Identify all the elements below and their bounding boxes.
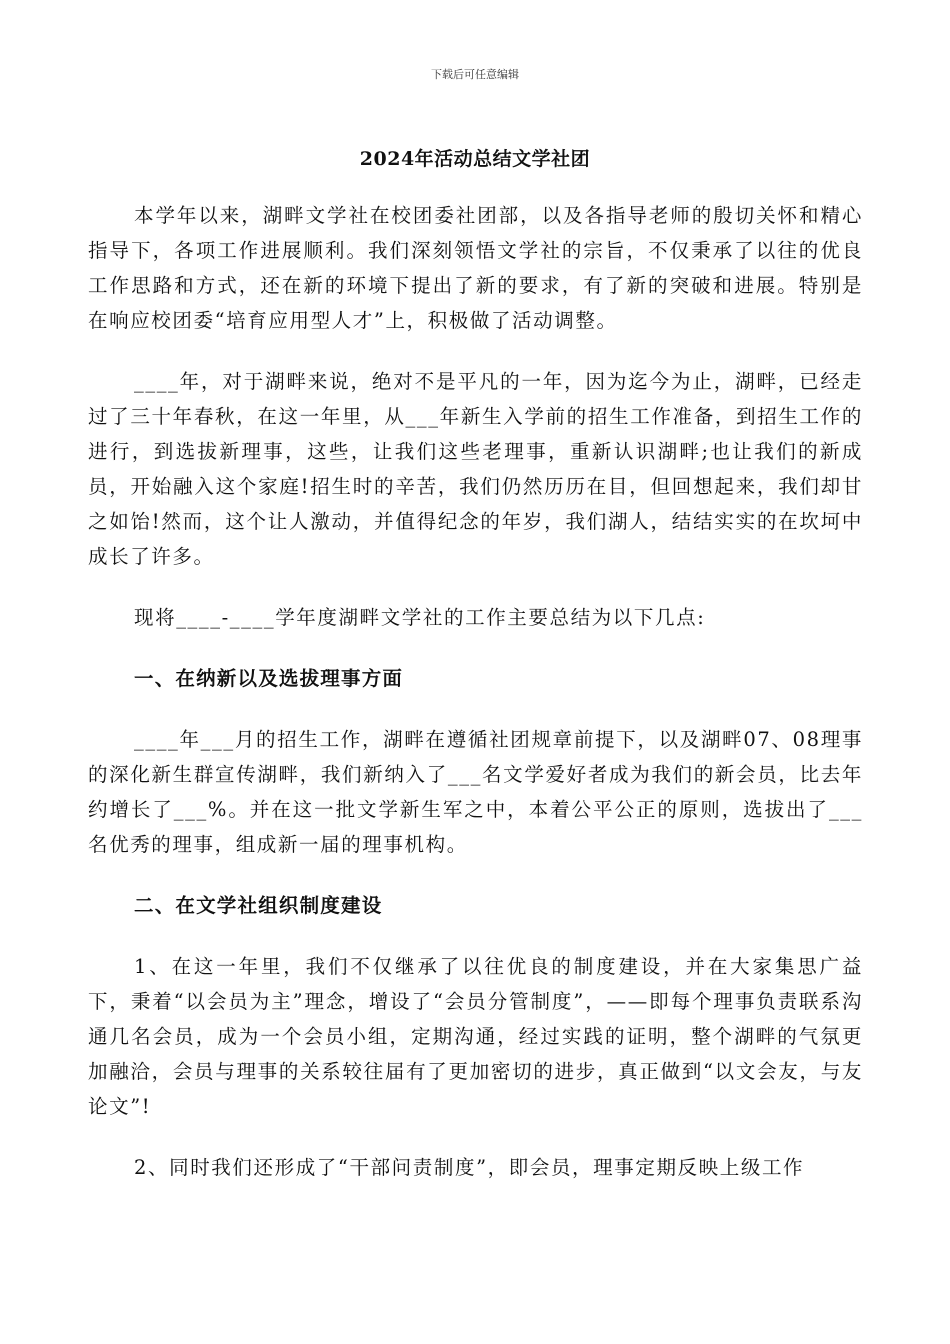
summary-intro-paragraph: 现将____-____学年度湖畔文学社的工作主要总结为以下几点: bbox=[134, 606, 706, 629]
document-title: 2024年活动总结文学社团 bbox=[359, 148, 591, 170]
section-1-paragraph: ____年___月的招生工作，湖畔在遵循社团规章前提下，以及湖畔07、08理事的深化新生群宣传湖畔，我们新纳入了___名文学爱好者成为我们的新会员，比去年约增长了___%。并在这一批文学新生军之中，本着公平公正的原则，选拔出了___名优秀的理事，组成新一届的理事机构。 bbox=[88, 728, 863, 856]
section-1-heading: 一、在纳新以及选拔理事方面 bbox=[134, 667, 404, 690]
section-2-paragraph-1: 1、在这一年里，我们不仅继承了以往优良的制度建设，并在大家集思广益下，秉着“以会员为主”理念，增设了“会员分管制度”，——即每个理事负责联系沟通几名会员，成为一个会员小组，定期沟通，经过实践的证明，整个湖畔的气氛更加融洽，会员与理事的关系较往届有了更加密切的进步，真正做到“以文会友，与友论文”! bbox=[88, 955, 863, 1118]
document-body bbox=[88, 198, 863, 1211]
section-2-heading: 二、在文学社组织制度建设 bbox=[134, 894, 383, 917]
page-header-note: 下载后可任意编辑 bbox=[431, 68, 519, 81]
intro-paragraph: 本学年以来，湖畔文学社在校团委社团部，以及各指导老师的殷切关怀和精心指导下，各项工作进展顺利。我们深刻领悟文学社的宗旨，不仅秉承了以往的优良工作思路和方式，还在新的环境下提出了新的要求，有了新的突破和进展。特别是在响应校团委“培育应用型人才”上，积极做了活动调整。 bbox=[88, 204, 863, 332]
year-review-paragraph: ____年，对于湖畔来说，绝对不是平凡的一年，因为迄今为止，湖畔，已经走过了三十年春秋，在这一年里，从___年新生入学前的招生工作准备，到招生工作的进行，到选拔新理事，这些，让我们这些老理事，重新认识湖畔;也让我们的新成员，开始融入这个家庭!招生时的辛苦，我们仍然历历在目，但回想起来，我们却甘之如饴!然而，这个让人激动，并值得纪念的年岁，我们湖人，结结实实的在坎坷中成长了许多。 bbox=[88, 370, 863, 568]
section-2-paragraph-2: 2、同时我们还形成了“干部问责制度”，即会员，理事定期反映上级工作 bbox=[134, 1156, 805, 1179]
